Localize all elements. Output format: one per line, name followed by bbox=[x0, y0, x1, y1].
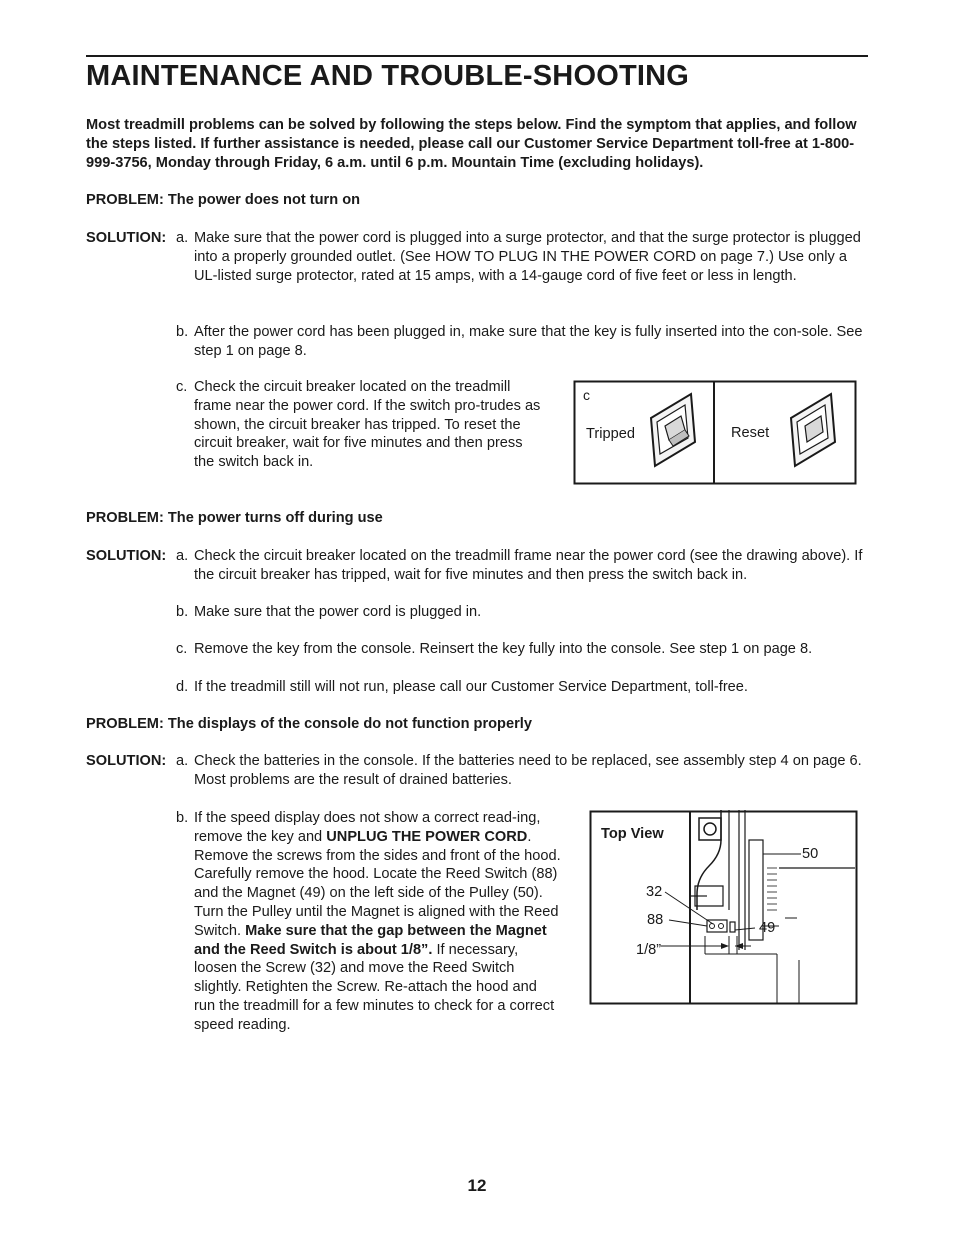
label-50: 50 bbox=[802, 846, 819, 862]
text-bold: Make sure that the gap between the Magnet and the Reed Switch is about 1/8”. bbox=[194, 922, 547, 958]
solution-2-label: SOLUTION: bbox=[86, 548, 167, 564]
item-text: Check the batteries in the console. If the batteries need to be replaced, see assembly step 4 on page 6. Most problems are the result of drained batteries. bbox=[194, 753, 862, 788]
label-49: 49 bbox=[759, 920, 776, 936]
solution-2-item-d bbox=[176, 678, 866, 697]
text-part: . Remove the screws from the sides and front of the hood. Carefully remove the hood. Locate the Reed Switch (88) and the Magnet (49) on the left side of the Pulley (50). Turn the Pulley until the Magnet is aligned with the Reed Switch. bbox=[194, 828, 561, 939]
item-text: If the treadmill still will not run, please call our Customer Service Department, toll-free. bbox=[194, 679, 748, 695]
solution-3-label: SOLUTION: bbox=[86, 753, 167, 769]
reset-label: Reset bbox=[731, 425, 770, 441]
problem-3-heading: PROBLEM: The displays of the console do not function properly bbox=[86, 716, 532, 732]
reed-switch-drawing bbox=[705, 920, 799, 1004]
item-letter: c. bbox=[176, 379, 188, 395]
text-bold: UNPLUG THE POWER CORD bbox=[326, 828, 528, 845]
tripped-label: Tripped bbox=[586, 426, 635, 442]
solution-2-item-c bbox=[176, 640, 876, 659]
item-letter: a. bbox=[176, 753, 189, 769]
circuit-breaker-figure bbox=[573, 380, 858, 486]
label-88: 88 bbox=[647, 912, 664, 928]
page-title: MAINTENANCE AND TROUBLE-SHOOTING bbox=[86, 60, 690, 92]
header-rule bbox=[86, 55, 868, 57]
item-text: Check the circuit breaker located on the treadmill frame near the power cord. If the switch pro-trudes as shown, the circuit breaker has tripped. To reset the circuit breaker, wait for five minutes and then press the switch back in. bbox=[194, 379, 541, 471]
solution-1-item-c bbox=[176, 378, 546, 472]
figure-c-label: c bbox=[583, 387, 590, 403]
solution-3-item-a bbox=[176, 752, 866, 790]
item-letter: a. bbox=[176, 230, 189, 246]
tripped-switch-icon bbox=[651, 394, 695, 466]
bracket-drawing bbox=[691, 810, 729, 910]
top-view-title: Top View bbox=[601, 826, 664, 842]
label-32: 32 bbox=[646, 884, 663, 900]
item-letter: c. bbox=[176, 641, 188, 657]
problem-1-heading: PROBLEM: The power does not turn on bbox=[86, 192, 361, 208]
item-letter: d. bbox=[176, 679, 189, 695]
page-number: 12 bbox=[467, 1176, 487, 1195]
solution-1-item-a bbox=[176, 229, 866, 285]
item-text: Remove the key from the console. Reinsert the key fully into the console. See step 1 on page 8. bbox=[194, 641, 813, 657]
pulley-drawing bbox=[739, 810, 855, 950]
top-view-figure bbox=[589, 810, 859, 1006]
label-gap: 1/8” bbox=[636, 942, 662, 958]
item-text: After the power cord has been plugged in, make sure that the key is fully inserted into the con-sole. See step 1 on page 8. bbox=[194, 324, 863, 359]
problem-2-heading: PROBLEM: The power turns off during use bbox=[86, 510, 383, 526]
text-part: If the speed display does not show a correct read-ing, remove the key and bbox=[194, 810, 541, 845]
item-letter: b. bbox=[176, 324, 189, 340]
item-text: Make sure that the power cord is plugged in. bbox=[194, 604, 482, 620]
solution-2-item-a bbox=[176, 547, 876, 585]
solution-1-item-b bbox=[176, 323, 866, 361]
item-text: Check the circuit breaker located on the treadmill frame near the power cord (see the drawing above). If the circuit breaker has tripped, wait for five minutes and then press the switch back in. bbox=[194, 548, 863, 583]
text-part: If necessary, loosen the Screw (32) and move the Reed Switch slightly. Retighten the Screw. Re-attach the hood and run the treadmill for a few minutes to check for a correct speed reading. bbox=[194, 941, 555, 1033]
solution-3-item-b bbox=[176, 809, 562, 1035]
solution-1-label: SOLUTION: bbox=[86, 230, 167, 246]
reset-switch-icon bbox=[791, 394, 835, 466]
intro-paragraph: Most treadmill problems can be solved by following the steps below. Find the symptom that applies, and follow the steps listed. If further assistance is needed, please call our Customer Service Department toll-free at 1-800-999-3756, Monday through Friday, 6 a.m. until 6 p.m. Mountain Time (excluding holidays). bbox=[86, 117, 857, 171]
item-text bbox=[194, 809, 562, 1035]
item-letter: b. bbox=[176, 810, 189, 826]
solution-2-item-b bbox=[176, 603, 866, 622]
item-letter: a. bbox=[176, 548, 189, 564]
item-text: Make sure that the power cord is plugged into a surge protector, and that the surge protector is plugged into a properly grounded outlet. (See HOW TO PLUG IN THE POWER CORD on page 7.) Use only a UL-listed surge protector, rated at 15 amps, with a 14-gauge cord of five feet or less in length. bbox=[194, 230, 861, 284]
item-letter: b. bbox=[176, 604, 189, 620]
